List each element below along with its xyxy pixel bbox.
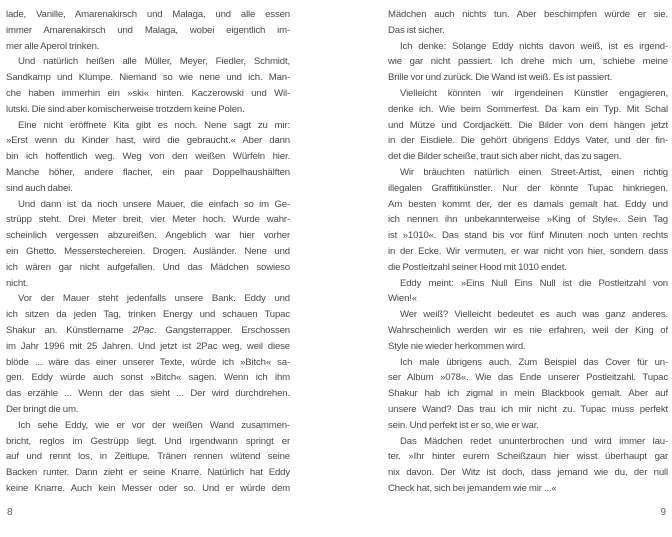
text-line: Sandkamp und Klumpe. Niemand so wie nene und ich. Man- [6,72,290,84]
text-line: in der Ecke. Wir vermuten, er war nicht von hier, sondern dass [388,245,668,257]
text-line: Wir bräuchten natürlich einen Street-Artist, einen richtig [400,166,668,178]
text-line: Brille vor und zurück. Die Wand ist weiß. Es ist passiert. [388,72,613,84]
page-right [388,7,668,535]
paragraph [6,118,290,197]
text-line: nicht. [6,277,29,289]
text-line: Style nie wieder herkommen wird. [388,340,526,352]
text-line: Am besten kommt der, der es damals gemalt hat. Eddy und [388,198,668,210]
text-line: illegalen Graffitikünstler. Nur der könnte Tupac hinkriegen. [388,182,668,194]
text-line: ich wären gar nicht aufgefallen. Und das Mädchen sowieso [6,261,290,273]
text-line: Und dann ist da noch unsere Mauer, die einfach so im Ge- [18,198,290,210]
text-line: keine Knarre. Auch kein Messer oder so. Und er würde dem [6,482,290,494]
page-left-text [6,7,290,497]
paragraph [388,307,668,354]
paragraph [6,291,290,417]
text-line: ser Album »078«. Wie das Ende unserer Postleitzahl. Tupac [388,372,668,384]
text-line: ist »1010«. Das stand bis vor fünf Minuten noch unten rechts [388,230,668,242]
text-line: ich sitzen da jeden Tag, trinken Energy und schauen Tupac [6,309,290,321]
italic-text: 2Pac [132,324,154,336]
paragraph [388,355,668,434]
text-line: sind auch dabei. [6,182,73,194]
text-line: Check hat, sich bei jemandem wie mir ...« [388,482,557,494]
text-line: Ich sehe Eddy, wie er vor der weißen Wand zusammen- [18,419,290,431]
text-line: gen. Eddy würde auch sonst »Bitch« sagen. Wenn ich ihm [6,372,290,384]
text-line: Mädchen auch nichts tun. Aber beschimpfen würde er sie. [388,9,668,20]
page-number-left: 8 [7,507,13,518]
page-number-right: 9 [660,507,666,518]
text-line: Shakur hab ich zigmal in mein Blackbook gemalt. Aber auf [388,388,668,400]
paragraph [6,418,290,497]
text-line: Der bringt die um. [6,403,79,415]
text-line: strüpp steht. Drei Meter breit, vier Meter hoch. Wurde wahr- [6,214,290,226]
text-line: unsere Wand? Das trau ich mir nicht zu. Tupac muss perfekt [388,403,668,415]
paragraph [6,54,290,117]
text-line: bricht, reglos im Gestrüpp liegt. Und irgendwann springt er [6,435,290,447]
text-line: nix davon. Der Witz ist doch, dass jemand wie du, der null [388,467,668,479]
text-line: Eddy meint: »Eins Null Eins Null ist die Postleitzahl von [400,277,668,289]
text-line: ter. »Ihr hinter eurem Scheißzaun hier wisst überhaupt gar [388,451,668,463]
text-line: blöde ... wäre das einer unserer Texte, würde ich »Bitch« sa- [6,356,290,368]
text-line: lutski. Die sind aber komischerweise trotzdem keine Polen. [6,103,245,115]
paragraph [388,86,668,165]
text-line: Wahrscheinlich werden wir es nie erfahren, weil der King of [388,324,668,336]
text-line: Ich denke: Solange Eddy nichts davon weiß, ist es irgend- [400,40,668,52]
paragraph [388,39,668,86]
text-line: ein Ghetto. Messerstechereien. Drogen. Ausländer. Nene und [6,245,290,257]
text-segment: . Gangsterrapper. Erschossen [153,324,290,336]
text-line: wie gar nicht passiert. Ich drehe mich um, schiebe meine [388,56,668,68]
text-line: und Mütze und Cordjackett. Die Bilder von dem hängen jetzt [388,119,668,131]
text-line: Das ist sicher. [388,24,445,36]
text-line: det die Bilder scheiße, traut sich aber nicht, das zu sagen. [388,151,622,163]
text-line: Eine nicht eröffnete Kita gibt es noch. Nene sagt zu mir: [18,119,290,131]
page-left [6,7,290,535]
text-line: die Postleitzahl seiner Hood mit 1010 endet. [388,261,567,273]
paragraph [388,7,668,39]
paragraph [6,197,290,292]
text-line: ich nennen ihn unbekannterweise »King of Style«. Sein Tag [388,214,668,226]
paragraph [388,434,668,497]
text-line: Und natürlich heißen alle Müller, Meyer, Fiedler, Schmidt, [18,56,290,68]
text-line: Manche höher, andere flacher, ein paar Doppelhaushälften [6,166,290,178]
text-line: »Erst wenn du Kinder hast, wird die gebraucht.« Aber dann [6,135,290,147]
text-line: denke ich. Wie beim Sommerfest. Da kam ein Typ. Mit Schal [388,103,668,115]
text-line: lade, Vanille, Amarenakirsch und Malaga, und alle essen [6,9,290,20]
text-line: Wien!« [388,293,417,305]
text-line: Wer weiß? Vielleicht bedeutet es auch was ganz anderes. [400,309,668,321]
paragraph [388,165,668,276]
text-line: das erzähle ... Wenn der das sieht ... Der wird durchdrehen. [6,388,290,400]
paragraph [6,7,290,54]
text-line [6,323,290,339]
page-right-text [388,7,668,497]
text-line: Backen runter. Dann zieht er seine Knarre. Natürlich hat Eddy [6,467,290,479]
text-line: sein. Und perfekt ist er so, wie er war. [388,419,539,431]
text-line: im Jahr 1996 mit 25 Jahren. Und jetzt ist 2Pac weg, weil diese [6,340,290,352]
paragraph [388,276,668,308]
text-line: Das Mädchen redet ununterbrochen und wird immer lau- [400,435,668,447]
text-line: immer Amarenakirsch und Malaga, wobei eigentlich im- [6,24,290,36]
text-line: mer alle Aperol trinken. [6,40,100,52]
text-line: che haben immerhin ein »ski« hinten. Kaczerowski und Wil- [6,87,290,99]
text-line: Vielleicht könnten wir irgendeinen Künstler engagieren, [400,87,668,99]
text-line: auf und rennt los, in Zeitlupe. Tränen rennen wütend seine [6,451,290,463]
text-line: Ich male übrigens auch. Zum Beispiel das Cover für un- [400,356,668,368]
text-line: scheinlich vergessen abzureißen. Angeblich war hier vorher [6,230,290,242]
text-line: Vor der Mauer steht jedenfalls unsere Bank. Eddy und [18,293,290,305]
text-line: in der Eisdiele. Die gehört übrigens Eddys Vater, und der fin- [388,135,668,147]
text-segment: Shakur an. Künstlername [6,324,133,336]
text-line: bin ich hoffentlich weg. Weg von den weißen Würfeln hier. [6,151,290,163]
